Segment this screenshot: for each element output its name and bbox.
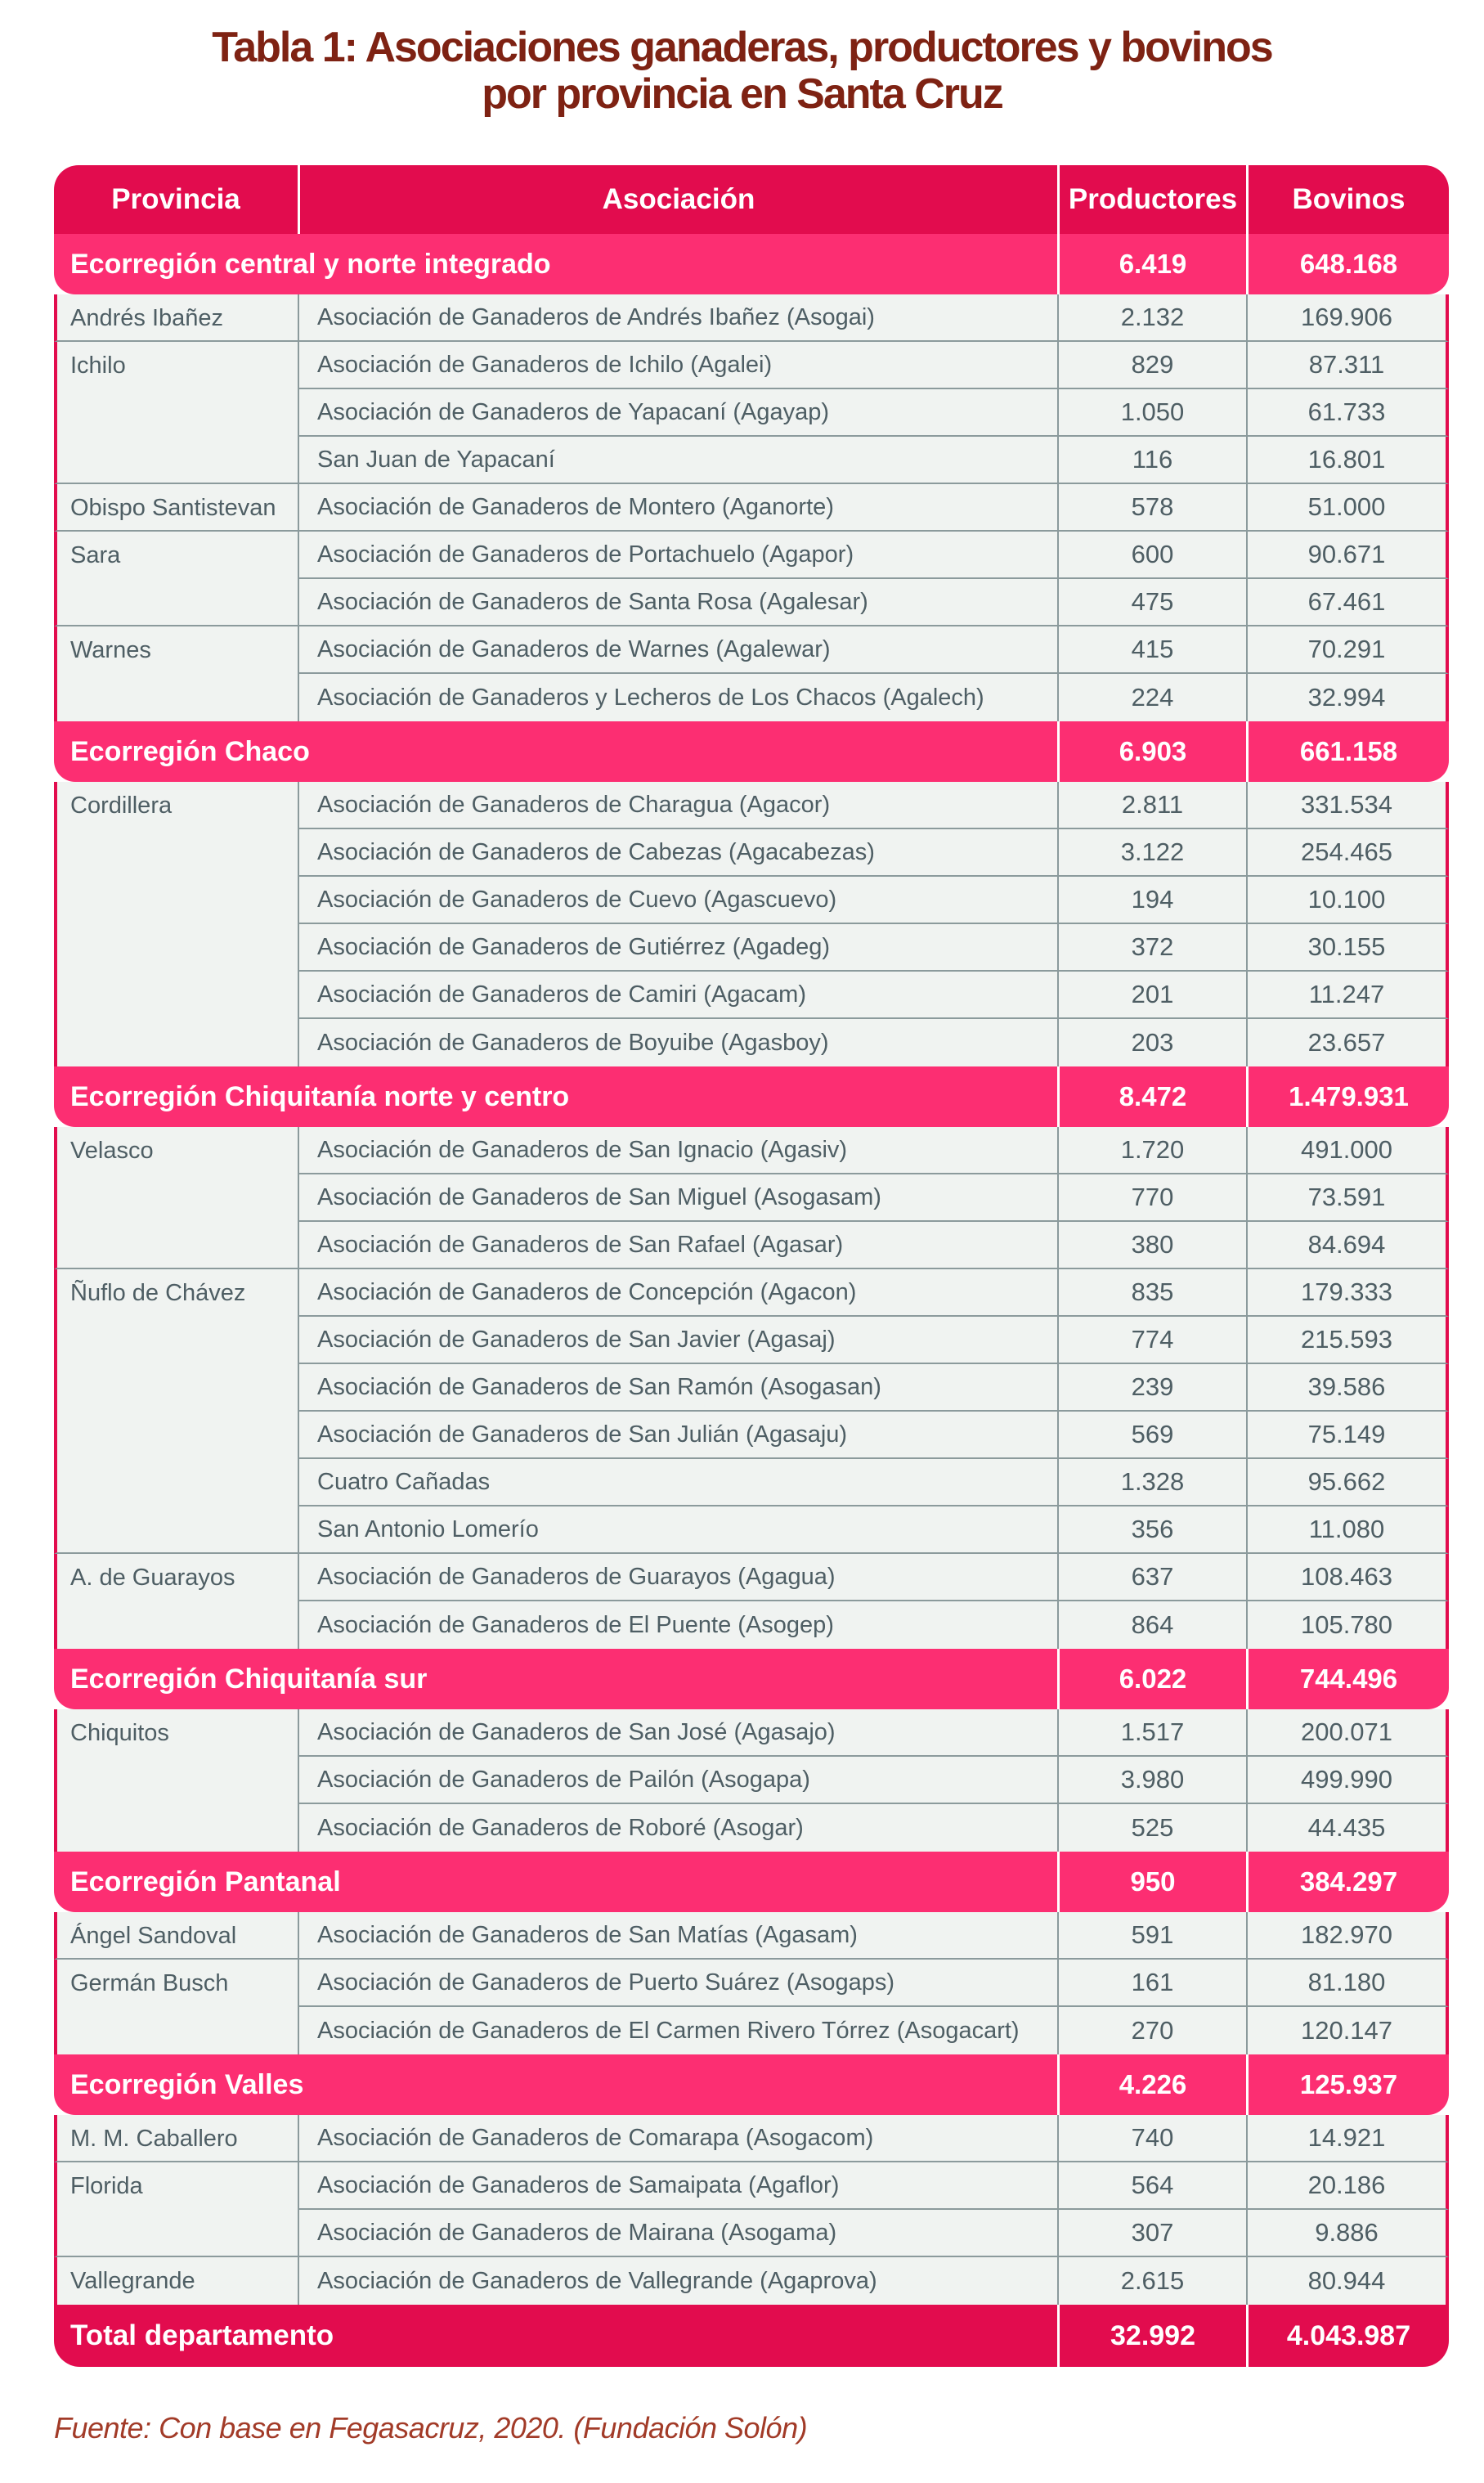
- provincia-cell: Ichilo: [54, 342, 298, 484]
- asociacion-cell: Asociación de Ganaderos de San Rafael (Agasar): [298, 1222, 1057, 1269]
- ecoregion-bovinos: 1.479.931: [1246, 1066, 1449, 1127]
- asociacion-cell: Asociación de Ganaderos de San Miguel (Asogasam): [298, 1174, 1057, 1222]
- provincia-cell: Warnes: [54, 626, 298, 721]
- ecoregion-row: [54, 1066, 1449, 1127]
- ecoregion-productores: 6.022: [1057, 1649, 1246, 1709]
- ecoregion-label: Ecorregión Chiquitanía sur: [54, 1649, 1057, 1709]
- bovinos-cell: 491.000: [1246, 1127, 1449, 1174]
- productores-cell: 525: [1057, 1804, 1246, 1852]
- ecoregion-row: [54, 721, 1449, 782]
- asociacion-cell: San Antonio Lomerío: [298, 1506, 1057, 1554]
- productores-cell: 591: [1057, 1912, 1246, 1960]
- productores-cell: 356: [1057, 1506, 1246, 1554]
- asociacion-cell: Asociación de Ganaderos de Charagua (Agacor): [298, 782, 1057, 829]
- bovinos-cell: 73.591: [1246, 1174, 1449, 1222]
- provincia-cell: Ángel Sandoval: [54, 1912, 298, 1960]
- bovinos-cell: 200.071: [1246, 1709, 1449, 1757]
- col-header-bovinos: Bovinos: [1246, 165, 1449, 234]
- provincia-cell: Velasco: [54, 1127, 298, 1269]
- provincia-cell: Germán Busch: [54, 1960, 298, 2054]
- asociacion-cell: Asociación de Ganaderos de Portachuelo (Agapor): [298, 532, 1057, 579]
- productores-cell: 770: [1057, 1174, 1246, 1222]
- table-row: [54, 532, 1449, 579]
- productores-cell: 864: [1057, 1601, 1246, 1649]
- productores-cell: 380: [1057, 1222, 1246, 1269]
- asociacion-cell: Asociación de Ganaderos de Camiri (Agacam): [298, 972, 1057, 1019]
- ecoregion-bovinos: 125.937: [1246, 2054, 1449, 2115]
- productores-cell: 415: [1057, 626, 1246, 674]
- ecoregion-label: Ecorregión central y norte integrado: [54, 234, 1057, 294]
- asociacion-cell: Asociación de Ganaderos de El Carmen Rivero Tórrez (Asogacart): [298, 2007, 1057, 2054]
- bovinos-cell: 80.944: [1246, 2257, 1449, 2305]
- asociacion-cell: Asociación de Ganaderos de Guarayos (Agagua): [298, 1554, 1057, 1601]
- productores-cell: 270: [1057, 2007, 1246, 2054]
- asociacion-cell: Cuatro Cañadas: [298, 1459, 1057, 1506]
- productores-cell: 2.615: [1057, 2257, 1246, 2305]
- asociacion-cell: Asociación de Ganaderos y Lecheros de Los Chacos (Agalech): [298, 674, 1057, 721]
- productores-cell: 239: [1057, 1364, 1246, 1412]
- productores-cell: 578: [1057, 484, 1246, 532]
- productores-cell: 224: [1057, 674, 1246, 721]
- asociacion-cell: Asociación de Ganaderos de San Matías (Agasam): [298, 1912, 1057, 1960]
- asociacion-cell: Asociación de Ganaderos de Cuevo (Agascuevo): [298, 877, 1057, 924]
- provincia-cell: M. M. Caballero: [54, 2115, 298, 2162]
- table-row: [54, 1554, 1449, 1601]
- table-row: [54, 1269, 1449, 1317]
- asociacion-cell: Asociación de Ganaderos de Concepción (Agacon): [298, 1269, 1057, 1317]
- productores-cell: 3.980: [1057, 1757, 1246, 1804]
- table-row: [54, 1709, 1449, 1757]
- productores-cell: 774: [1057, 1317, 1246, 1364]
- asociacion-cell: Asociación de Ganaderos de Warnes (Agalewar): [298, 626, 1057, 674]
- asociacion-cell: Asociación de Ganaderos de Yapacaní (Agayap): [298, 389, 1057, 437]
- bovinos-cell: 105.780: [1246, 1601, 1449, 1649]
- productores-cell: 1.050: [1057, 389, 1246, 437]
- bovinos-cell: 51.000: [1246, 484, 1449, 532]
- bovinos-cell: 95.662: [1246, 1459, 1449, 1506]
- table-row: [54, 2162, 1449, 2210]
- asociacion-cell: Asociación de Ganaderos de San Javier (Agasaj): [298, 1317, 1057, 1364]
- asociacion-cell: Asociación de Ganaderos de Boyuibe (Agasboy): [298, 1019, 1057, 1066]
- provincia-cell: Cordillera: [54, 782, 298, 1066]
- data-table: [54, 165, 1449, 2367]
- ecoregion-row: [54, 2054, 1449, 2115]
- bovinos-cell: 14.921: [1246, 2115, 1449, 2162]
- productores-cell: 1.517: [1057, 1709, 1246, 1757]
- ecoregion-bovinos: 648.168: [1246, 234, 1449, 294]
- table-title-line2: por provincia en Santa Cruz: [482, 70, 1002, 119]
- header-row: [54, 165, 1449, 234]
- total-label: Total departamento: [54, 2305, 1057, 2367]
- table-row: [54, 294, 1449, 342]
- productores-cell: 201: [1057, 972, 1246, 1019]
- col-header-asociacion: Asociación: [298, 165, 1057, 234]
- bovinos-cell: 499.990: [1246, 1757, 1449, 1804]
- bovinos-cell: 32.994: [1246, 674, 1449, 721]
- bovinos-cell: 67.461: [1246, 579, 1449, 626]
- ecoregion-productores: 4.226: [1057, 2054, 1246, 2115]
- provincia-cell: A. de Guarayos: [54, 1554, 298, 1649]
- productores-cell: 2.132: [1057, 294, 1246, 342]
- ecoregion-bovinos: 744.496: [1246, 1649, 1449, 1709]
- asociacion-cell: Asociación de Ganaderos de San Julián (Agasaju): [298, 1412, 1057, 1459]
- productores-cell: 637: [1057, 1554, 1246, 1601]
- provincia-cell: Chiquitos: [54, 1709, 298, 1852]
- bovinos-cell: 23.657: [1246, 1019, 1449, 1066]
- bovinos-cell: 75.149: [1246, 1412, 1449, 1459]
- col-header-provincia: Provincia: [54, 165, 298, 234]
- bovinos-cell: 44.435: [1246, 1804, 1449, 1852]
- asociacion-cell: San Juan de Yapacaní: [298, 437, 1057, 484]
- productores-cell: 3.122: [1057, 829, 1246, 877]
- ecoregion-bovinos: 661.158: [1246, 721, 1449, 782]
- bovinos-cell: 108.463: [1246, 1554, 1449, 1601]
- asociacion-cell: Asociación de Ganaderos de Samaipata (Agaflor): [298, 2162, 1057, 2210]
- bovinos-cell: 331.534: [1246, 782, 1449, 829]
- bovinos-cell: 10.100: [1246, 877, 1449, 924]
- productores-cell: 307: [1057, 2210, 1246, 2257]
- table-row: [54, 1127, 1449, 1174]
- productores-cell: 569: [1057, 1412, 1246, 1459]
- bovinos-cell: 182.970: [1246, 1912, 1449, 1960]
- asociacion-cell: Asociación de Ganaderos de San Ignacio (Agasiv): [298, 1127, 1057, 1174]
- productores-cell: 564: [1057, 2162, 1246, 2210]
- asociacion-cell: Asociación de Ganaderos de Comarapa (Asogacom): [298, 2115, 1057, 2162]
- ecoregion-productores: 6.419: [1057, 234, 1246, 294]
- table-row: [54, 1912, 1449, 1960]
- bovinos-cell: 254.465: [1246, 829, 1449, 877]
- productores-cell: 740: [1057, 2115, 1246, 2162]
- ecoregion-label: Ecorregión Valles: [54, 2054, 1057, 2115]
- bovinos-cell: 120.147: [1246, 2007, 1449, 2054]
- bovinos-cell: 81.180: [1246, 1960, 1449, 2007]
- ecoregion-bovinos: 384.297: [1246, 1852, 1449, 1912]
- asociacion-cell: Asociación de Ganaderos de Gutiérrez (Agadeg): [298, 924, 1057, 972]
- ecoregion-row: [54, 1852, 1449, 1912]
- col-header-productores: Productores: [1057, 165, 1246, 234]
- productores-cell: 194: [1057, 877, 1246, 924]
- asociacion-cell: Asociación de Ganaderos de Santa Rosa (Agalesar): [298, 579, 1057, 626]
- asociacion-cell: Asociación de Ganaderos de Ichilo (Agalei): [298, 342, 1057, 389]
- asociacion-cell: Asociación de Ganaderos de Andrés Ibañez (Asogai): [298, 294, 1057, 342]
- table-row: [54, 2115, 1449, 2162]
- bovinos-cell: 61.733: [1246, 389, 1449, 437]
- asociacion-cell: Asociación de Ganaderos de Vallegrande (Agaprova): [298, 2257, 1057, 2305]
- provincia-cell: Sara: [54, 532, 298, 626]
- productores-cell: 600: [1057, 532, 1246, 579]
- provincia-cell: Vallegrande: [54, 2257, 298, 2305]
- productores-cell: 2.811: [1057, 782, 1246, 829]
- ecoregion-productores: 950: [1057, 1852, 1246, 1912]
- table-row: [54, 1960, 1449, 2007]
- bovinos-cell: 20.186: [1246, 2162, 1449, 2210]
- total-row: [54, 2305, 1449, 2367]
- asociacion-cell: Asociación de Ganaderos de Roboré (Asogar): [298, 1804, 1057, 1852]
- asociacion-cell: Asociación de Ganaderos de Pailón (Asogapa): [298, 1757, 1057, 1804]
- bovinos-cell: 87.311: [1246, 342, 1449, 389]
- ecoregion-row: [54, 1649, 1449, 1709]
- bovinos-cell: 84.694: [1246, 1222, 1449, 1269]
- asociacion-cell: Asociación de Ganaderos de Puerto Suárez (Asogaps): [298, 1960, 1057, 2007]
- ecoregion-row: [54, 234, 1449, 294]
- productores-cell: 1.328: [1057, 1459, 1246, 1506]
- table-row: [54, 782, 1449, 829]
- productores-cell: 829: [1057, 342, 1246, 389]
- bovinos-cell: 16.801: [1246, 437, 1449, 484]
- asociacion-cell: Asociación de Ganaderos de Montero (Aganorte): [298, 484, 1057, 532]
- bovinos-cell: 11.247: [1246, 972, 1449, 1019]
- bovinos-cell: 70.291: [1246, 626, 1449, 674]
- table-row: [54, 626, 1449, 674]
- asociacion-cell: Asociación de Ganaderos de Cabezas (Agacabezas): [298, 829, 1057, 877]
- ecoregion-productores: 8.472: [1057, 1066, 1246, 1127]
- table-row: [54, 2257, 1449, 2305]
- ecoregion-label: Ecorregión Chaco: [54, 721, 1057, 782]
- asociacion-cell: Asociación de Ganaderos de San José (Agasajo): [298, 1709, 1057, 1757]
- total-productores: 32.992: [1057, 2305, 1246, 2367]
- bovinos-cell: 39.586: [1246, 1364, 1449, 1412]
- productores-cell: 161: [1057, 1960, 1246, 2007]
- productores-cell: 372: [1057, 924, 1246, 972]
- productores-cell: 203: [1057, 1019, 1246, 1066]
- ecoregion-label: Ecorregión Chiquitanía norte y centro: [54, 1066, 1057, 1127]
- provincia-cell: Ñuflo de Chávez: [54, 1269, 298, 1554]
- source-note: Fuente: Con base en Fegasacruz, 2020. (Fundación Solón): [54, 2411, 808, 2445]
- ecoregion-label: Ecorregión Pantanal: [54, 1852, 1057, 1912]
- bovinos-cell: 9.886: [1246, 2210, 1449, 2257]
- bovinos-cell: 11.080: [1246, 1506, 1449, 1554]
- provincia-cell: Obispo Santistevan: [54, 484, 298, 532]
- provincia-cell: Andrés Ibañez: [54, 294, 298, 342]
- asociacion-cell: Asociación de Ganaderos de El Puente (Asogep): [298, 1601, 1057, 1649]
- table-title-line1: Tabla 1: Asociaciones ganaderas, productores y bovinos: [212, 24, 1272, 71]
- productores-cell: 835: [1057, 1269, 1246, 1317]
- productores-cell: 1.720: [1057, 1127, 1246, 1174]
- total-bovinos: 4.043.987: [1246, 2305, 1449, 2367]
- asociacion-cell: Asociación de Ganaderos de San Ramón (Asogasan): [298, 1364, 1057, 1412]
- table-title: [0, 25, 1484, 118]
- asociacion-cell: Asociación de Ganaderos de Mairana (Asogama): [298, 2210, 1057, 2257]
- table-container: [54, 165, 1449, 2367]
- productores-cell: 116: [1057, 437, 1246, 484]
- bovinos-cell: 90.671: [1246, 532, 1449, 579]
- table-row: [54, 342, 1449, 389]
- bovinos-cell: 169.906: [1246, 294, 1449, 342]
- bovinos-cell: 30.155: [1246, 924, 1449, 972]
- table-row: [54, 484, 1449, 532]
- productores-cell: 475: [1057, 579, 1246, 626]
- ecoregion-productores: 6.903: [1057, 721, 1246, 782]
- bovinos-cell: 179.333: [1246, 1269, 1449, 1317]
- provincia-cell: Florida: [54, 2162, 298, 2257]
- bovinos-cell: 215.593: [1246, 1317, 1449, 1364]
